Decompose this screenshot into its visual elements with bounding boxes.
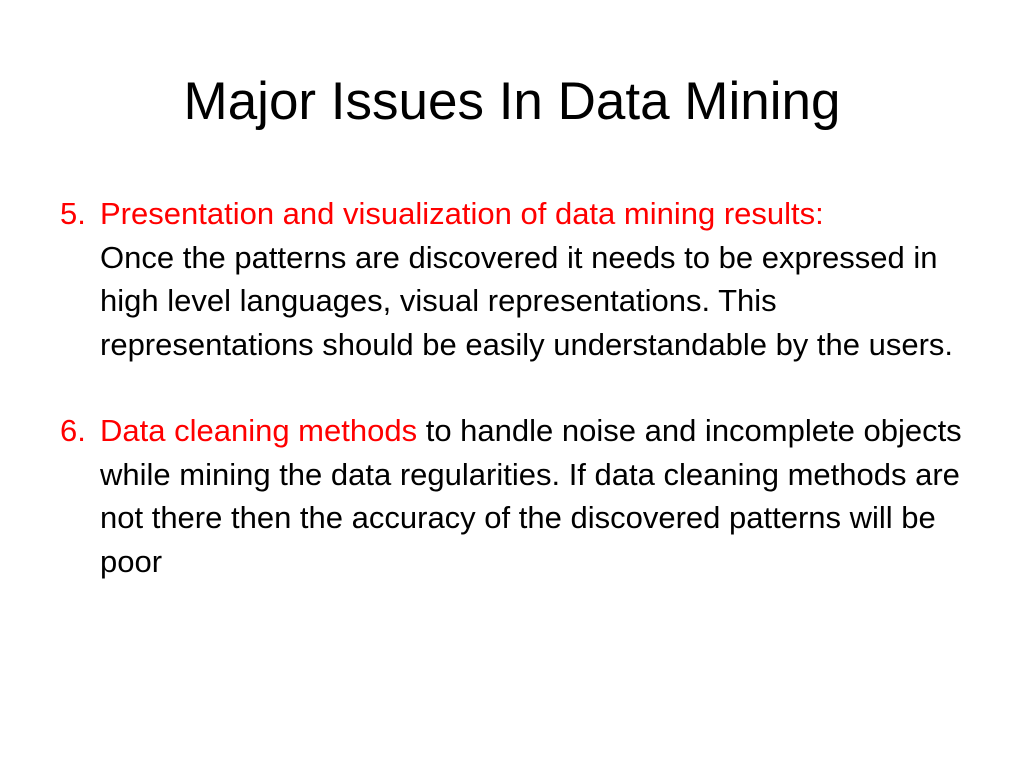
issue-list xyxy=(60,192,970,583)
item-heading: Data cleaning methods xyxy=(100,413,418,448)
issue-item-5 xyxy=(60,192,970,366)
slide-title: Major Issues In Data Mining xyxy=(183,72,841,131)
item-number: 6. xyxy=(60,413,86,448)
issue-item-6 xyxy=(60,409,970,583)
item-body: Once the patterns are discovered it needs to be expressed in high level languages, visual representations. This representations should be easily understandable by the users. xyxy=(100,239,954,362)
item-number: 5. xyxy=(60,196,86,231)
item-heading: Presentation and visualization of data mining results: xyxy=(100,196,824,231)
item-body: to handle noise and incomplete objects while mining the data regularities. If data cleaning methods are not there then the accuracy of the discovered patterns will be poor xyxy=(100,413,962,579)
